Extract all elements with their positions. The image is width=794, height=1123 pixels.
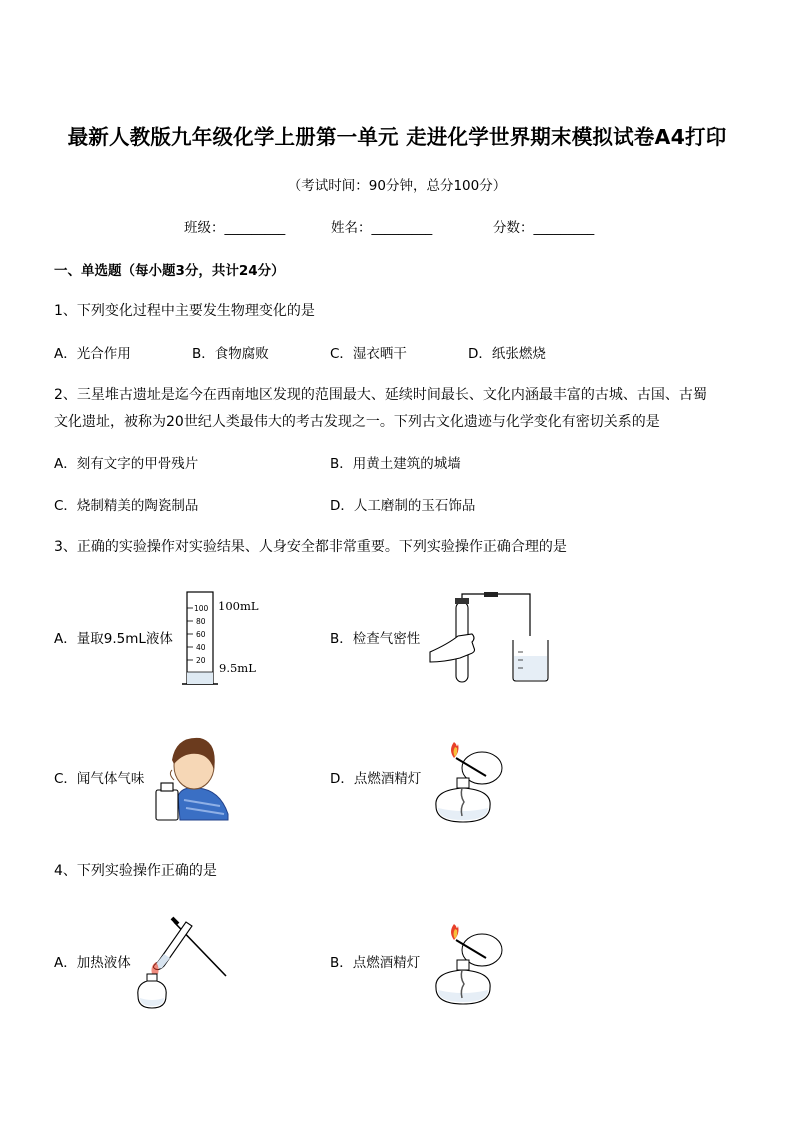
q2-option-d[interactable]: D．人工磨制的玉石饰品	[330, 498, 476, 514]
cylinder-tick-100: 100	[194, 604, 209, 613]
q1-stem: 1、下列变化过程中主要发生物理变化的是	[54, 303, 315, 319]
q2-option-c[interactable]: C．烧制精美的陶瓷制品	[54, 498, 199, 514]
name-field: 姓名：_________	[331, 220, 433, 236]
q2-option-a[interactable]: A．刻有文字的甲骨残片	[54, 456, 199, 472]
cylinder-tick-80: 80	[196, 617, 206, 626]
q4-option-a[interactable]: A．加热液体	[54, 955, 131, 971]
q3-option-c[interactable]: C．闻气体气味	[54, 771, 145, 787]
heating-liquid-figure	[128, 912, 228, 1010]
exam-title: 最新人教版九年级化学上册第一单元 走进化学世界期末模拟试卷A4打印	[67, 125, 727, 149]
cylinder-tick-60: 60	[196, 630, 206, 639]
alcohol-lamp-figure	[424, 732, 508, 826]
cylinder-label-100ml: 100mL	[218, 599, 259, 613]
q1-option-c[interactable]: C．湿衣晒干	[330, 346, 407, 362]
score-field: 分数：_________	[493, 220, 595, 236]
airtightness-figure	[428, 592, 552, 684]
q1-option-a[interactable]: A．光合作用	[54, 346, 131, 362]
cylinder-tick-20: 20	[196, 656, 206, 665]
q2-stem-line1: 2、三星堆古遗址是迄今在西南地区发现的范围最大、延续时间最长、文化内涵最丰富的古城、古国、古蜀	[54, 387, 707, 403]
q2-option-b[interactable]: B．用黄土建筑的城墙	[330, 456, 461, 472]
q4-stem: 4、下列实验操作正确的是	[54, 863, 217, 879]
graduated-cylinder-figure	[180, 586, 270, 690]
alcohol-lamp-figure-2	[424, 914, 508, 1008]
q3-option-a[interactable]: A．量取9.5mL液体	[54, 631, 173, 647]
cylinder-tick-40: 40	[196, 643, 206, 652]
smelling-gas-figure	[150, 730, 230, 822]
cylinder-label-9-5ml: 9.5mL	[219, 661, 256, 675]
exam-subtitle: （考试时间：90分钟，总分100分）	[287, 178, 507, 194]
q1-option-d[interactable]: D．纸张燃烧	[468, 346, 546, 362]
section-heading: 一、单选题（每小题3分，共计24分）	[54, 263, 285, 279]
q3-option-d[interactable]: D．点燃酒精灯	[330, 771, 422, 787]
q1-option-b[interactable]: B．食物腐败	[192, 346, 269, 362]
class-field: 班级：_________	[184, 220, 286, 236]
q3-stem: 3、正确的实验操作对实验结果、人身安全都非常重要。下列实验操作正确合理的是	[54, 539, 567, 555]
q3-option-b[interactable]: B．检查气密性	[330, 631, 421, 647]
q2-stem-line2: 文化遗址，被称为20世纪人类最伟大的考古发现之一。下列古文化遗迹与化学变化有密切关系的是	[54, 414, 660, 430]
q4-option-b[interactable]: B．点燃酒精灯	[330, 955, 421, 971]
